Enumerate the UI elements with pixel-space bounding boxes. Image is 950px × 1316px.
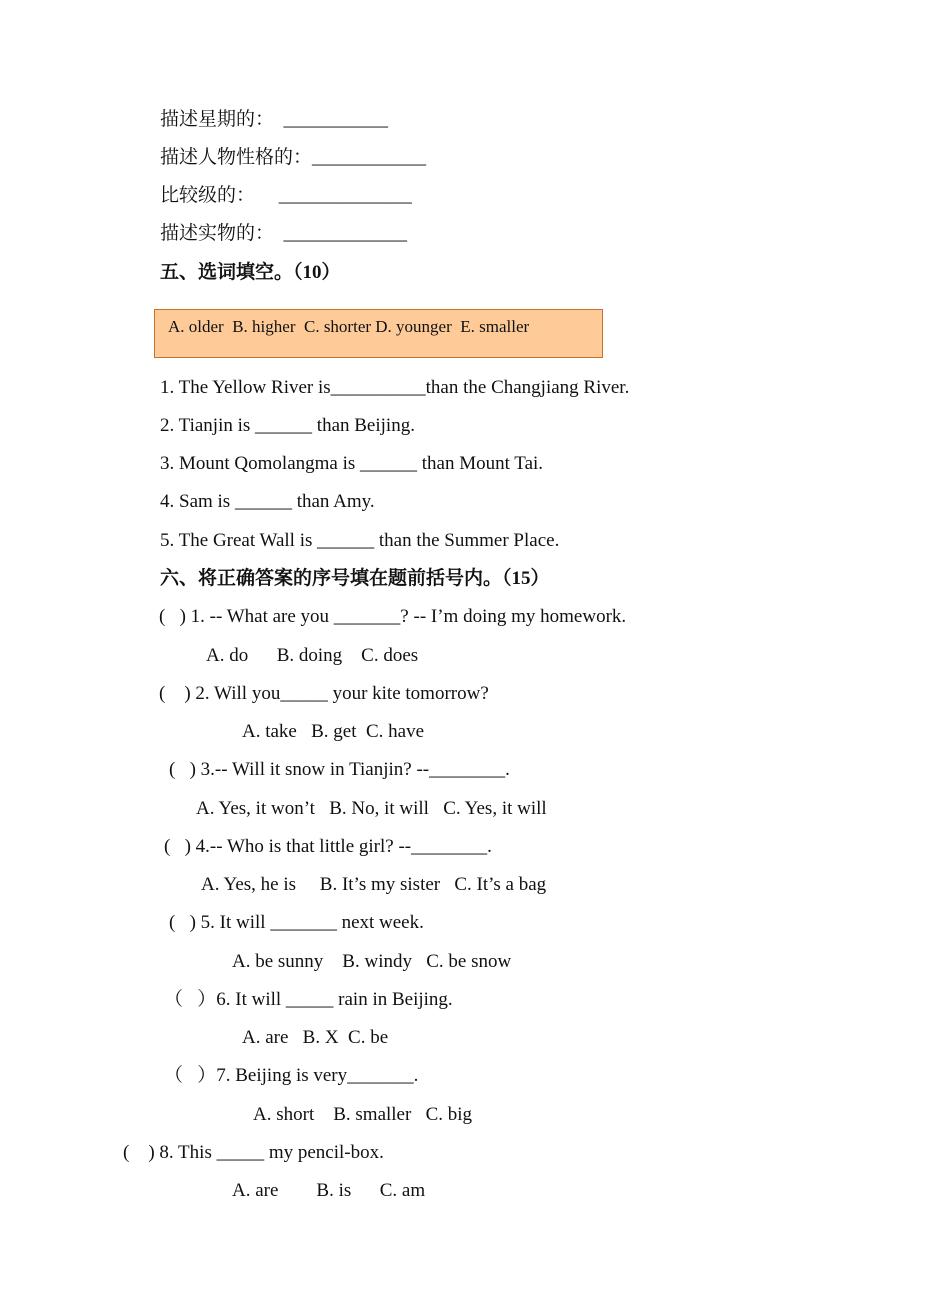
word-bank-box xyxy=(154,309,603,358)
fill-item-4: 4. Sam is ______ than Amy. xyxy=(160,491,375,512)
category-character: 描述人物性格的：____________ xyxy=(160,147,427,168)
fill-item-1: 1. The Yellow River is__________than the Changjiang River. xyxy=(160,377,630,398)
question-3-options: A. Yes, it won’t B. No, it will C. Yes, it will xyxy=(196,798,547,819)
category-comparative: 比较级的： ______________ xyxy=(160,185,412,206)
question-3: ( ) 3.-- Will it snow in Tianjin? --________. xyxy=(169,759,510,780)
question-8-options: A. are B. is C. am xyxy=(232,1180,426,1201)
section5-heading: 五、选词填空。（10） xyxy=(160,262,341,283)
fill-item-2: 2. Tianjin is ______ than Beijing. xyxy=(160,415,415,436)
fill-item-5: 5. The Great Wall is ______ than the Summer Place. xyxy=(160,530,560,551)
question-1: ( ) 1. -- What are you _______? -- I’m doing my homework. xyxy=(159,606,627,627)
category-weekday: 描述星期的： ___________ xyxy=(160,109,389,130)
question-8: ( ) 8. This _____ my pencil-box. xyxy=(123,1142,384,1163)
question-6: （ ）6. It will _____ rain in Beijing. xyxy=(164,989,453,1010)
question-5: ( ) 5. It will _______ next week. xyxy=(169,912,424,933)
question-2-options: A. take B. get C. have xyxy=(242,721,425,742)
question-1-options: A. do B. doing C. does xyxy=(206,645,419,666)
word-bank-text: A. older B. higher C. shorter D. younger E. smaller xyxy=(168,317,530,336)
question-4: ( ) 4.-- Who is that little girl? --________. xyxy=(164,836,492,857)
question-7: （ ）7. Beijing is very_______. xyxy=(164,1065,419,1086)
question-4-options: A. Yes, he is B. It’s my sister C. It’s a bag xyxy=(201,874,547,895)
section6-heading: 六、将正确答案的序号填在题前括号内。（15） xyxy=(160,568,550,589)
question-7-options: A. short B. smaller C. big xyxy=(253,1104,473,1125)
question-2: ( ) 2. Will you_____ your kite tomorrow? xyxy=(159,683,489,704)
category-objects: 描述实物的： _____________ xyxy=(160,223,408,244)
question-5-options: A. be sunny B. windy C. be snow xyxy=(232,951,512,972)
fill-item-3: 3. Mount Qomolangma is ______ than Mount Tai. xyxy=(160,453,544,474)
question-6-options: A. are B. X C. be xyxy=(242,1027,389,1048)
